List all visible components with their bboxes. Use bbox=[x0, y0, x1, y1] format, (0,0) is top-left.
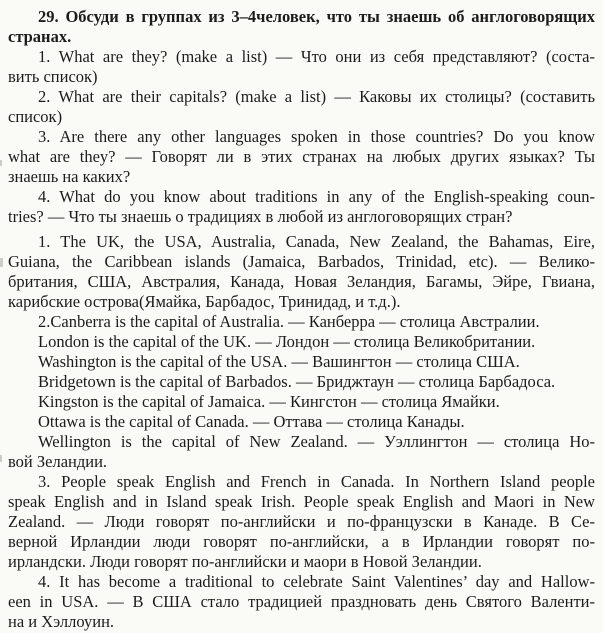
text-line: вой Зеландии. bbox=[8, 452, 108, 471]
text-line: список) bbox=[8, 107, 63, 126]
scan-artifact bbox=[0, 258, 3, 267]
text-line: карибские острова(Ямайка, Барбадос, Тринидад, и т.д.). bbox=[8, 292, 401, 311]
answer-2-capital-bridgetown bbox=[8, 372, 595, 392]
text-line: 29. Обсуди в группах из 3–4человек, что ты знаешь об англоговорящих bbox=[38, 7, 595, 26]
text-line: 2.Canberra is the capital of Australia. — Канберра — столица Австралии. bbox=[38, 312, 540, 331]
text-line: 3. Are there any other languages spoken in those countries? Do you know bbox=[38, 127, 595, 146]
answer-4-traditions bbox=[8, 572, 595, 632]
text-line: вить список) bbox=[8, 67, 98, 86]
text-line: 4. What do you know about traditions in any of the English-speaking coun- bbox=[38, 187, 595, 206]
text-line: Washington is the capital of the USA. — Вашингтон — столица США. bbox=[38, 352, 520, 371]
question-4 bbox=[8, 187, 595, 227]
text-line: Wellington is the capital of New Zealand. — Уэллингтон — столица Но- bbox=[38, 432, 595, 451]
text-line: знаешь на каких? bbox=[8, 167, 131, 186]
answer-2-capital-wellington bbox=[8, 432, 595, 472]
text-line: 3. People speak English and French in Canada. In Northern Island people bbox=[38, 472, 595, 491]
text-line: Guiana, the Caribbean islands (Jamaica, Barbados, Trinidad, etc). — Велико- bbox=[8, 252, 595, 271]
answer-2-capital-canberra bbox=[8, 312, 595, 332]
text-line: Kingston is the capital of Jamaica. — Кингстон — столица Ямайки. bbox=[38, 392, 500, 411]
text-line: на и Хэллоуин. bbox=[8, 612, 115, 631]
text-line: странах. bbox=[8, 27, 72, 46]
answer-2-capital-kingston bbox=[8, 392, 595, 412]
text-line: speak English and in Island speak Irish. People speak English and Maori in New bbox=[8, 492, 595, 511]
text-line: 4. It has become a traditional to celebrate Saint Valentines’ day and Hallow- bbox=[38, 572, 595, 591]
answer-2-capital-london bbox=[8, 332, 595, 352]
text-line: Zealand. — Люди говорят по-английски и по-французски в Канаде. В Се- bbox=[8, 512, 595, 531]
text-line: tries? — Что ты знаешь о традициях в любой из англоговорящих стран? bbox=[8, 207, 513, 226]
text-line: Bridgetown is the capital of Barbados. — Бриджтаун — столица Барбадоса. bbox=[38, 372, 556, 391]
answer-1-countries bbox=[8, 232, 595, 312]
task-heading bbox=[8, 7, 595, 47]
question-1 bbox=[8, 47, 595, 87]
text-line: 2. What are their capitals? (make a list) — Каковы их столицы? (составить bbox=[38, 87, 595, 106]
answer-3-languages bbox=[8, 472, 595, 572]
text-line: what are they? — Говорят ли в этих странах на любых других языках? Ты bbox=[8, 147, 595, 166]
text-line: Ottawa is the capital of Canada. — Оттава — столица Канады. bbox=[38, 412, 465, 431]
text-line: 1. What are they? (make a list) — Что они из себя представляют? (соста- bbox=[38, 47, 595, 66]
answer-2-capital-washington bbox=[8, 352, 595, 372]
scan-artifact bbox=[0, 455, 2, 462]
text-line: верной Ирландии люди говорят по-английски, а в Ирландии говорят по- bbox=[8, 532, 595, 551]
text-line: ирландски. Люди говорят по-английски и маори в Новой Зеландии. bbox=[8, 552, 482, 571]
text-line: London is the capital of the UK. — Лондон — столица Великобритании. bbox=[38, 332, 536, 351]
text-line: британия, США, Австралия, Канада, Новая Зеландия, Багамы, Эйре, Гвиана, bbox=[8, 272, 595, 291]
question-2 bbox=[8, 87, 595, 127]
answer-2-capital-ottawa bbox=[8, 412, 595, 432]
text-line: 1. The UK, the USA, Australia, Canada, New Zealand, the Bahamas, Eire, bbox=[38, 232, 595, 251]
question-3 bbox=[8, 127, 595, 187]
scan-artifact bbox=[0, 160, 2, 166]
text-line: een in USA. — В США стало традицией праздновать день Святого Валенти- bbox=[8, 592, 595, 611]
